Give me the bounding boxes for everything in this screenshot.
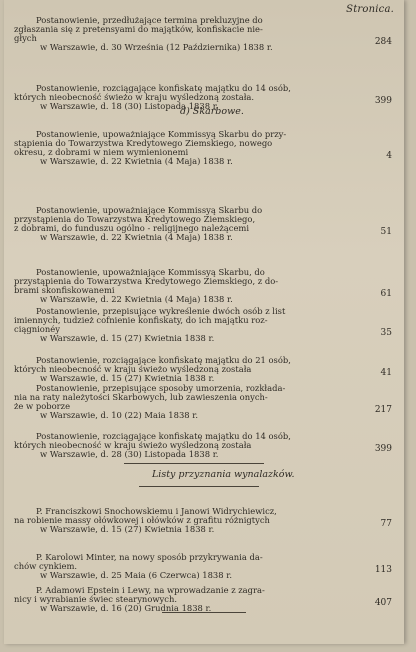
- entry-text-line: okresu, z dobrami w niem wymienionemi: [14, 147, 189, 157]
- entry-text-line: Postanowienie, upoważniające Kommissyą Skarbu do przy-: [36, 129, 287, 139]
- page-number: 41: [380, 368, 392, 378]
- entry-date-line: w Warszawie, d. 15 (27) Kwietnia 1838 r.: [40, 524, 215, 534]
- entry-text-line: zgłaszania się z pretensyami do majątków, konfiskacie nie-: [14, 24, 263, 34]
- page-number: 399: [374, 96, 392, 106]
- entry-text-line: Postanowienie, przepisujące wykreślenie dwóch osób z list: [36, 306, 286, 316]
- page-number: 4: [386, 151, 392, 161]
- page-number: 61: [380, 289, 392, 299]
- entry-date-line: w Warszawie, d. 15 (27) Kwietnia 1838 r.: [40, 373, 215, 383]
- entry-text-line: P. Adamowi Epstein i Lewy, na wprowadzanie z zagra-: [36, 585, 265, 595]
- section-heading-patents: Listy przyznania wynalazków.: [152, 469, 295, 480]
- entry-text-line: przystąpienia do Towarzystwa Kredytowego Ziemskiego, z do-: [14, 276, 279, 286]
- page-number: 284: [374, 37, 392, 47]
- page-number: 51: [380, 227, 392, 237]
- page-number: 113: [374, 565, 392, 575]
- entry-date-line: w Warszawie, d. 22 Kwietnia (4 Maja) 1838 r.: [40, 294, 233, 304]
- entry-date-line: w Warszawie, d. 18 (30) Listopada 1838 r.: [40, 101, 219, 111]
- page-number: 399: [374, 444, 392, 454]
- section-heading-skarbowe: d) Skarbowe.: [180, 106, 244, 117]
- page-number: 217: [374, 405, 392, 415]
- entry-text-line: P. Franciszkowi Snochowskiemu i Janowi Widrychiewicz,: [36, 506, 277, 516]
- entry-text-line: których nieobecność w kraju świeżo wyśledzoną została: [14, 364, 252, 374]
- page-number: 407: [374, 598, 392, 608]
- entry-text-line: Postanowienie, przedłużające termina prekluzyjne do: [36, 15, 263, 25]
- entry-text-line: przystąpienia do Towarzystwa Kredytowego Ziemskiego,: [14, 214, 256, 224]
- entry-text-line: Postanowienie, rozciągające konfiskatę majątku do 21 osób,: [36, 355, 291, 365]
- entry-text-line: z dobrami, do funduszu ogólno - religijnego należącemi: [14, 223, 250, 233]
- entry-text-line: na robienie massy ołówkowej i ołówków z grafitu różnigtych: [14, 515, 270, 525]
- entry-text-line: Postanowienie, rozciągające konfiskatę majątku do 14 osób,: [36, 431, 291, 441]
- entry-date-line: w Warszawie, d. 28 (30) Listopada 1838 r.: [40, 449, 219, 459]
- page-number: 35: [380, 328, 392, 338]
- entry-text-line: stąpienia do Towarzystwa Kredytowego Ziemskiego, nowego: [14, 138, 273, 148]
- entry-text-line: P. Karolowi Minter, na nowy sposób przykrywania da-: [36, 552, 263, 562]
- separator-rule: [139, 486, 259, 487]
- entry-date-line: w Warszawie, d. 15 (27) Kwietnia 1838 r.: [40, 333, 215, 343]
- entry-text-line: brami skonfiskowanemi: [14, 285, 115, 295]
- page-column-header: Stronica.: [346, 4, 394, 15]
- page-number: 77: [380, 519, 392, 529]
- entry-text-line: chów cynkiem.: [14, 561, 78, 571]
- entry-text-line: nicy i wyrabianie świec stearynowych.: [14, 594, 178, 604]
- entry-text-line: że w poborze: [14, 401, 71, 411]
- separator-rule: [124, 463, 264, 464]
- entry-date-line: w Warszawie, d. 10 (22) Maia 1838 r.: [40, 410, 199, 420]
- end-rule: [162, 612, 246, 613]
- entry-text-line: imiennych, tudzież cofnienie konfiskaty, do ich majątku roz-: [14, 315, 268, 325]
- entry-text-line: Postanowienie, rozciągające konfiskatę majątku do 14 osób,: [36, 83, 291, 93]
- entry-text-line: których nieobecność w kraju świeżo wyśledzoną została: [14, 440, 252, 450]
- entry-text-line: ciągnionéy: [14, 324, 60, 334]
- document-page: [4, 0, 404, 644]
- entry-text-line: Postanowienie, przepisujące sposoby umorzenia, rozkłada-: [36, 383, 286, 393]
- entry-date-line: w Warszawie, d. 25 Maia (6 Czerwca) 1838 r.: [40, 570, 232, 580]
- entry-date-line: w Warszawie, d. 22 Kwietnia (4 Maja) 1838 r.: [40, 156, 233, 166]
- entry-date-line: w Warszawie, d. 30 Września (12 Października) 1838 r.: [40, 42, 273, 52]
- entry-text-line: Postanowienie, upoważniające Kommissyą Skarbu, do: [36, 267, 265, 277]
- index-content: [4, 0, 404, 644]
- entry-date-line: w Warszawie, d. 16 (20) Grudnia 1838 r.: [40, 603, 212, 613]
- entry-text-line: głych: [14, 33, 37, 43]
- entry-date-line: w Warszawie, d. 22 Kwietnia (4 Maja) 1838 r.: [40, 232, 233, 242]
- entry-text-line: Postanowienie, upoważniające Kommissyą Skarbu do: [36, 205, 263, 215]
- entry-text-line: których nieobecność świeżo w kraju wyśledzoną została.: [14, 92, 255, 102]
- entry-text-line: nia na raty należytości Skarbowych, lub zawieszenia onych-: [14, 392, 268, 402]
